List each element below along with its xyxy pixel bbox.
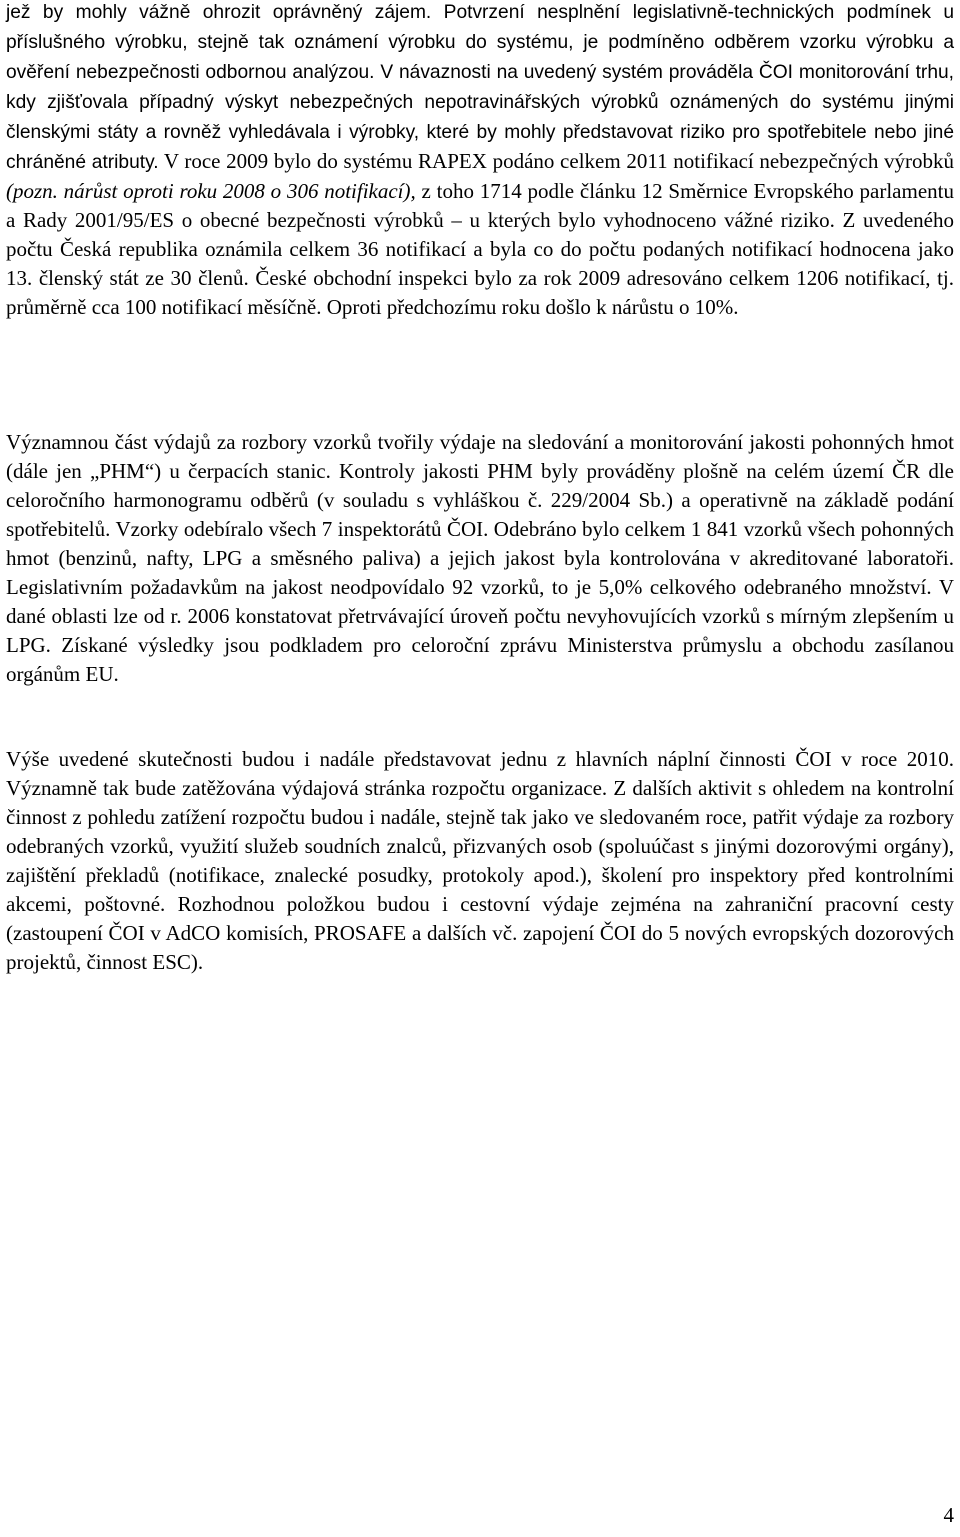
- paragraph-text: z toho 1714 podle článku 12 Směrnice Evropského parlamentu a Rady 2001/95/ES o obecné bezpečnosti výrobků – u kterých bylo vyhodnoceno vážné riziko. Z uvedeného počtu Česká republika oznámila celkem 36 notifikací a byla co do počtu podaných notifikací hodnocena jako 13. členský stát ze 30 členů. České obchodní inspekci bylo za rok 2009 adresováno celkem 1206 notifikací, tj. průměrně cca 100 notifikací měsíčně. Oproti předchozímu roku došlo k nárůstu o 10%.: [6, 179, 954, 319]
- paragraph-text: Významnou část výdajů za rozbory vzorků tvořily výdaje na sledování a monitorování jakosti pohonných hmot (dále jen „PHM“) u čerpacích stanic. Kontroly jakosti PHM byly prováděny plošně na celém území ČR dle celoročního harmonogramu odběrů (v souladu s vyhláškou č. 229/2004 Sb.) a operativně na základě podání spotřebitelů. Vzorky odebíralo všech 7 inspektorátů ČOI. Odebráno bylo celkem 1 841 vzorků všech pohonných hmot (benzinů, nafty, LPG a směsného paliva) a jejich jakost byla kontrolována v akreditované laboratoři. Legislativním požadavkům na jakost neodpovídalo 92 vzorků, to je 5,0% celkového odebraného množství. V dané oblasti lze od r. 2006 konstatovat přetrvávající úroveň počtu nevyhovujících vzorků s mírným zlepšením u LPG. Získané výsledky jsou podkladem pro celoroční zprávu Ministerstva průmyslu a obchodu zasílanou orgánům EU.: [6, 430, 954, 686]
- page-number: 4: [943, 1503, 954, 1527]
- paragraph-budget-outlook: [6, 745, 954, 977]
- paragraph-text: Výše uvedené skutečnosti budou i nadále představovat jednu z hlavních náplní činnosti ČOI v roce 2010. Významně tak bude zatěžována výdajová stránka rozpočtu organizace. Z dalších aktivit s ohledem na kontrolní činnost z pohledu zatížení rozpočtu budou i nadále, stejně tak jako ve sledovaném roce, patřit výdaje za rozbory odebraných vzorků, využití služeb soudních znalců, přizvaných osob (spoluúčast s jinými dozorovými orgány), zajištění překladů (notifikace, znalecké posudky, protokoly apod.), školení pro inspektory před kontrolními akcemi, poštovné. Rozhodnou položkou budou i cestovní výdaje zejména na zahraniční pracovní cesty (zastoupení ČOI v AdCO komisích, PROSAFE a dalších vč. zapojení ČOI do 5 nových evropských dozorových projektů, činnost ESC).: [6, 747, 954, 974]
- paragraph-rapex-notifications: [6, 0, 954, 322]
- paragraph-fuel-quality: [6, 428, 954, 689]
- paragraph-text-sans: jež by mohly vážně ohrozit oprávněný zájem. Potvrzení nesplnění legislativně-technických podmínek u příslušného výrobku, stejně tak oznámení výrobku do systému, je podmíněno odběrem vzorku výrobku a ověření nebezpečnosti odbornou analýzou. V návaznosti na uvedený systém prováděla ČOI monitorování trhu, kdy zjišťovala případný výskyt nebezpečných nepotravinářských výrobků oznámených do systému jinými členskými státy a rovněž vyhledávala i výrobky, které by mohly představovat riziko pro spotřebitele nebo jiné chráněné atributy.: [6, 2, 954, 173]
- paragraph-text: V roce 2009 bylo do systému RAPEX podáno celkem 2011 notifikací nebezpečných výrobků: [158, 149, 955, 173]
- paragraph-note-italic: (pozn. nárůst oproti roku 2008 o 306 notifikací),: [6, 179, 416, 203]
